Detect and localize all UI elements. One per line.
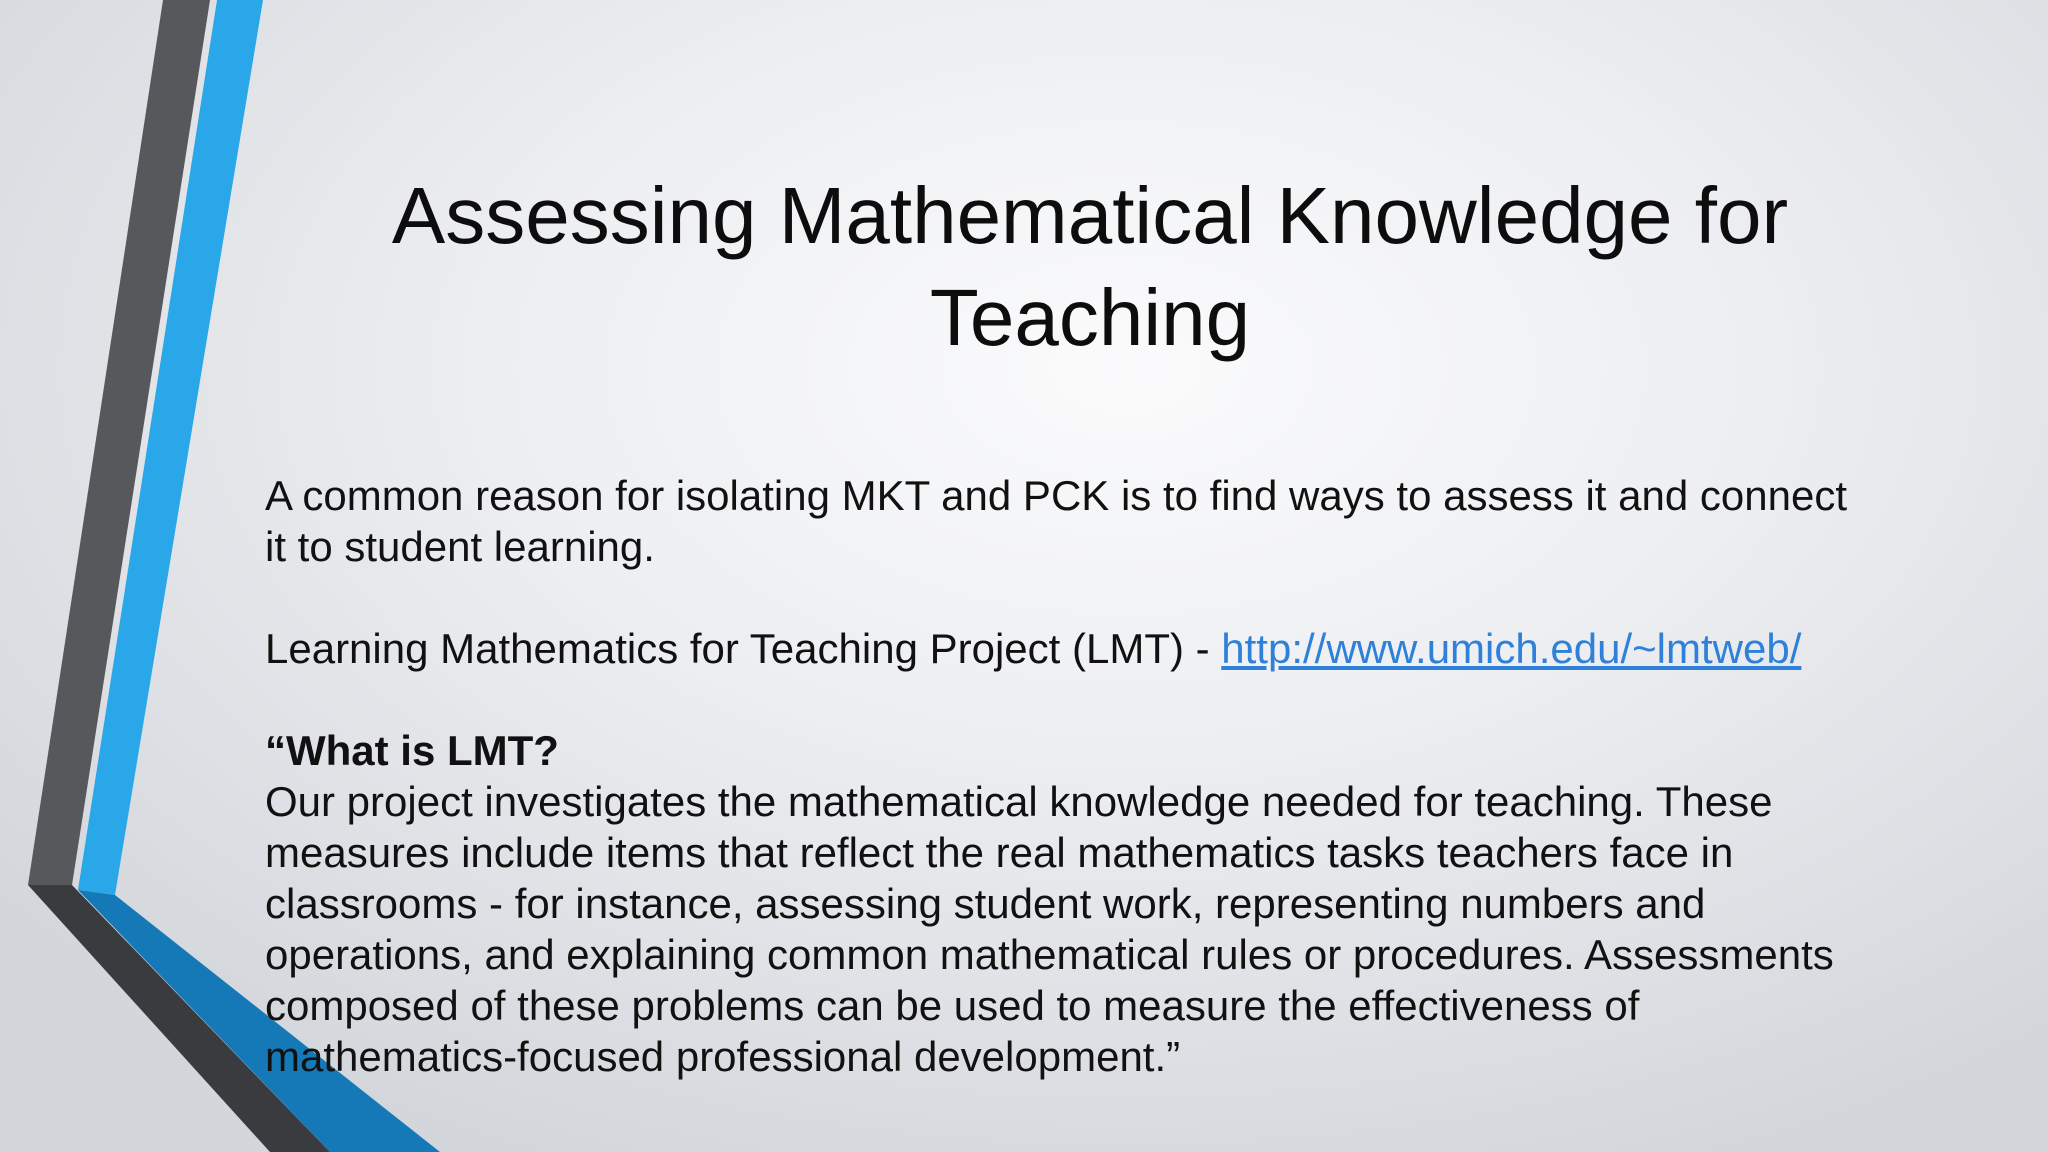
title-line-1: Assessing Mathematical Knowledge for	[391, 171, 1789, 260]
quote-line: composed of these problems can be used to measure the effectiveness of	[265, 982, 1640, 1029]
quote-line: measures include items that reflect the real mathematics tasks teachers face in	[265, 829, 1734, 876]
quote-line: classrooms - for instance, assessing student work, representing numbers and	[265, 880, 1706, 927]
project-text: Learning Mathematics for Teaching Project (LMT) -	[265, 625, 1222, 672]
slide-title	[260, 165, 1920, 369]
title-line-2: Teaching	[929, 273, 1251, 362]
quote-heading: “What is LMT?	[265, 727, 559, 774]
quote-line: Our project investigates the mathematical knowledge needed for teaching. These	[265, 778, 1773, 825]
intro-paragraph	[265, 470, 1925, 572]
quote-paragraph	[265, 725, 1925, 1082]
intro-line-2: it to student learning.	[265, 523, 655, 570]
intro-line-1: A common reason for isolating MKT and PCK is to find ways to assess it and connect	[265, 472, 1847, 519]
project-paragraph	[265, 623, 1925, 674]
quote-line: mathematics-focused professional development.”	[265, 1033, 1181, 1080]
quote-line: operations, and explaining common mathematical rules or procedures. Assessments	[265, 931, 1834, 978]
slide-body	[265, 470, 1925, 1082]
lmt-web-link[interactable]: http://www.umich.edu/~lmtweb/	[1221, 625, 1802, 672]
